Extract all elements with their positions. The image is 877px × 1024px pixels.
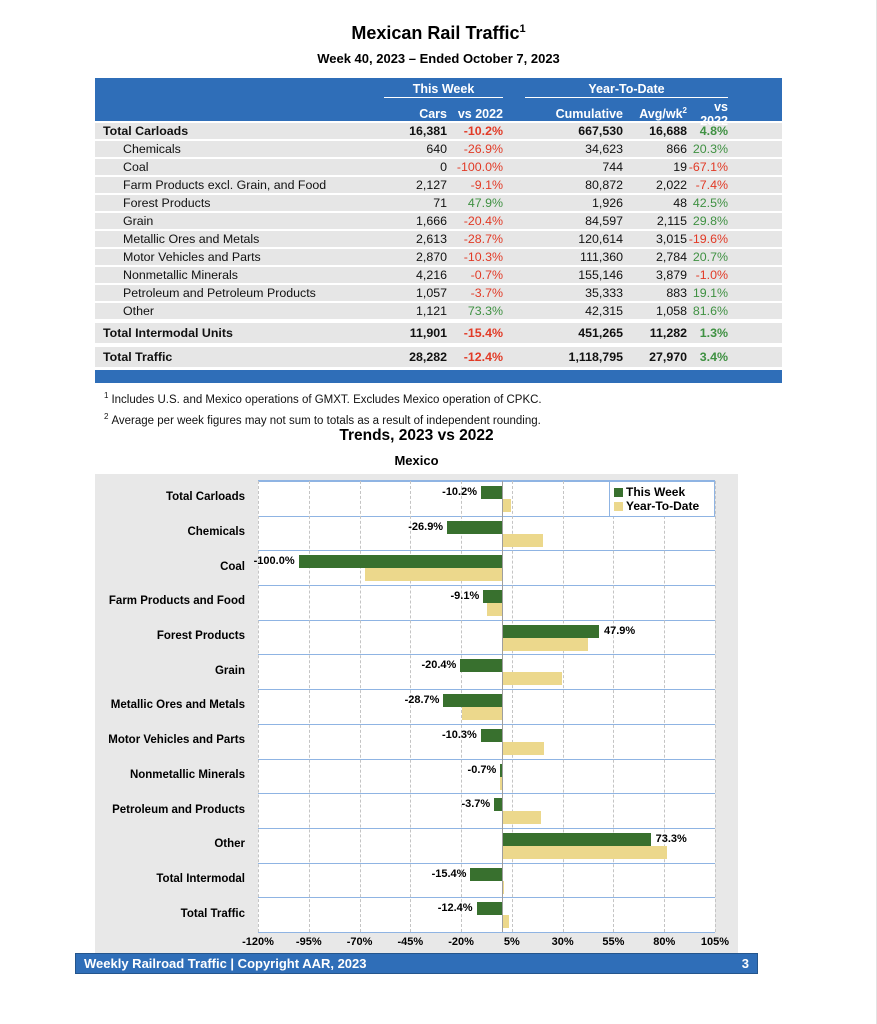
- chart-subtitle: Mexico: [394, 453, 439, 468]
- cumulative-value: 34,623: [585, 142, 623, 156]
- page-title-text: Mexican Rail Traffic: [351, 23, 520, 43]
- ytd-bar: [502, 742, 544, 755]
- ytd-bar: [462, 707, 502, 720]
- gridline: [563, 481, 564, 932]
- legend-item-ytd: [614, 499, 710, 513]
- ytd-vs2022-value: 20.3%: [692, 142, 728, 156]
- row-label: Farm Products excl. Grain, and Food: [123, 178, 327, 192]
- footnote-1: [104, 391, 542, 406]
- this-week-bar: [494, 798, 502, 811]
- footnote-2-text: Average per week figures may not sum to totals as a result of independent rounding.: [111, 414, 541, 427]
- table-row: [95, 285, 782, 301]
- row-label: Forest Products: [123, 196, 211, 210]
- week-vs2022-value: -10.2%: [463, 124, 503, 138]
- cumulative-value: 111,360: [580, 250, 623, 264]
- ytd-bar: [502, 846, 668, 859]
- ytd-vs2022-value: 29.8%: [692, 214, 728, 228]
- table-column-header-row: [95, 100, 782, 128]
- week-vs2022-value: -26.9%: [463, 142, 503, 156]
- this-week-bar: [470, 868, 501, 881]
- cumulative-value: 42,315: [585, 304, 623, 318]
- week-vs2022-value: -28.7%: [463, 232, 503, 246]
- row-label: Motor Vehicles and Parts: [123, 250, 261, 264]
- category-label: Total Carloads: [165, 491, 245, 504]
- avgwk-value: 19: [673, 160, 687, 174]
- avgwk-value: 48: [673, 196, 687, 210]
- cars-value: 11,901: [409, 326, 447, 340]
- table-row: [95, 303, 782, 319]
- footnote-2-superscript: 2: [104, 411, 109, 421]
- ytd-vs2022-value: 42.5%: [692, 196, 728, 210]
- this-week-bar: [481, 486, 502, 499]
- table-row: [95, 323, 782, 343]
- footnote-1-superscript: 1: [104, 391, 109, 400]
- chart-band-total-traffic: [258, 897, 715, 932]
- week-vs2022-value: -20.4%: [463, 214, 503, 228]
- table-bottom-bar: [95, 370, 782, 383]
- chart-band-petroleum-and-products: [258, 793, 715, 828]
- ytd-bar: [502, 811, 541, 824]
- col-header-vs2022-week: vs 2022: [457, 107, 503, 121]
- ytd-vs2022-value: 19.1%: [692, 286, 728, 300]
- ytd-vs2022-value: 1.3%: [699, 326, 728, 340]
- x-axis-tick-label: -95%: [295, 936, 322, 948]
- week-vs2022-value: -10.3%: [463, 250, 503, 264]
- bar-data-label: -0.7%: [467, 763, 497, 776]
- table-row: [95, 159, 782, 175]
- chart-x-axis: [242, 936, 730, 951]
- x-axis-tick-label: 55%: [602, 936, 625, 948]
- chart-band-grain: [258, 654, 715, 689]
- gridline: [360, 481, 361, 932]
- col-header-cars: Cars: [419, 107, 447, 121]
- ytd-vs2022-value: 20.7%: [692, 250, 728, 264]
- chart-band-coal: [253, 550, 715, 585]
- x-axis-tick-label: -45%: [397, 936, 424, 948]
- group-header-this-week: This Week: [384, 78, 503, 98]
- category-label: Grain: [214, 664, 245, 677]
- group-header-pad: [728, 78, 782, 100]
- chart-band-other: [258, 828, 715, 863]
- cumulative-value: 451,265: [578, 326, 623, 340]
- gridline: [664, 481, 665, 932]
- avgwk-value: 866: [666, 142, 687, 156]
- table-row: [95, 195, 782, 211]
- this-week-bar: [502, 833, 651, 846]
- table-row: [95, 141, 782, 157]
- this-week-bar: [443, 694, 501, 707]
- x-axis-tick-label: 105%: [700, 936, 730, 948]
- chart-title: Trends, 2023 vs 2022: [339, 427, 494, 444]
- cars-value: 640: [426, 142, 447, 156]
- x-axis-tick-label: 80%: [653, 936, 676, 948]
- avgwk-value: 27,970: [649, 350, 687, 364]
- bar-data-label: 47.9%: [604, 624, 636, 637]
- ytd-bar: [502, 672, 563, 685]
- gridline: [258, 481, 259, 932]
- row-label: Chemicals: [123, 142, 181, 156]
- this-week-bar: [502, 625, 599, 638]
- ytd-vs2022-value: 81.6%: [692, 304, 728, 318]
- cars-value: 28,282: [409, 350, 447, 364]
- chart-band-metallic-ores-and-metals: [258, 689, 715, 724]
- row-label: Coal: [123, 160, 149, 174]
- page-subtitle: Week 40, 2023 – Ended October 7, 2023: [317, 51, 560, 66]
- category-label: Other: [214, 838, 245, 851]
- cumulative-value: 35,333: [585, 286, 623, 300]
- ytd-vs2022-value: -19.6%: [688, 232, 728, 246]
- cumulative-value: 80,872: [585, 178, 623, 192]
- cumulative-value: 744: [602, 160, 623, 174]
- bar-data-label: -9.1%: [450, 590, 480, 603]
- legend-item-this-week: [614, 485, 710, 499]
- category-label: Total Traffic: [180, 907, 245, 920]
- cars-value: 4,216: [415, 268, 447, 282]
- week-vs2022-value: -3.7%: [470, 286, 503, 300]
- week-vs2022-value: 73.3%: [467, 304, 503, 318]
- cars-value: 16,381: [409, 124, 447, 138]
- bar-data-label: 73.3%: [655, 832, 687, 845]
- table-row: [95, 213, 782, 229]
- ytd-swatch-icon: [614, 502, 623, 511]
- this-week-bar: [477, 902, 502, 915]
- page-title: [0, 23, 877, 44]
- row-label: Metallic Ores and Metals: [123, 232, 260, 246]
- avgwk-value: 3,879: [655, 268, 687, 282]
- week-vs2022-value: -12.4%: [463, 350, 503, 364]
- cumulative-value: 1,118,795: [568, 350, 623, 364]
- cumulative-value: 84,597: [585, 214, 623, 228]
- cars-value: 1,057: [415, 286, 447, 300]
- cars-value: 0: [440, 160, 447, 174]
- ytd-bar: [502, 499, 512, 512]
- avgwk-value: 2,115: [656, 214, 687, 228]
- ytd-bar: [502, 534, 543, 547]
- footer-text: Weekly Railroad Traffic | Copyright AAR, 2023: [84, 956, 367, 971]
- cars-value: 2,870: [415, 250, 447, 264]
- gridline: [512, 481, 513, 932]
- page-title-superscript: 1: [519, 23, 526, 35]
- table-row: [95, 231, 782, 247]
- avgwk-value: 883: [666, 286, 687, 300]
- ytd-bar: [487, 603, 502, 616]
- row-label: Total Intermodal Units: [103, 326, 233, 340]
- row-label: Petroleum and Petroleum Products: [123, 286, 316, 300]
- footnote-2: [104, 412, 542, 427]
- bar-data-label: -28.7%: [404, 694, 440, 707]
- footnote-1-text: Includes U.S. and Mexico operations of GMXT. Excludes Mexico operation of CPKC.: [111, 393, 542, 406]
- ytd-bar: [365, 568, 501, 581]
- row-label: Nonmetallic Minerals: [123, 268, 238, 282]
- traffic-table: [95, 78, 782, 383]
- bar-data-label: -100.0%: [253, 555, 295, 568]
- category-label: Nonmetallic Minerals: [129, 768, 245, 781]
- bar-data-label: -26.9%: [408, 520, 444, 533]
- avgwk-value: 16,688: [649, 124, 687, 138]
- col-header-vs2022-ytd: vs 2022: [700, 100, 728, 128]
- cumulative-value: 667,530: [578, 124, 623, 138]
- this-week-swatch-icon: [614, 488, 623, 497]
- table-row: [95, 249, 782, 265]
- cars-value: 71: [433, 196, 447, 210]
- legend-label-ytd: Year-To-Date: [626, 499, 700, 513]
- group-header-ytd: Year-To-Date: [525, 78, 728, 98]
- col-header-avgwk-text: Avg/wk: [639, 107, 683, 122]
- bar-data-label: -20.4%: [421, 659, 457, 672]
- table-row: [95, 347, 782, 367]
- ytd-vs2022-value: -7.4%: [695, 178, 728, 192]
- category-label: Motor Vehicles and Parts: [108, 734, 245, 747]
- gridline: [715, 481, 716, 932]
- x-axis-tick-label: -70%: [346, 936, 373, 948]
- row-label: Total Carloads: [103, 124, 189, 138]
- chart-band-chemicals: [258, 516, 715, 551]
- col-header-avgwk-superscript: 2: [682, 106, 687, 116]
- week-vs2022-value: -0.7%: [470, 268, 503, 282]
- ytd-vs2022-value: -67.1%: [688, 160, 728, 174]
- bar-data-label: -10.2%: [442, 486, 478, 498]
- avgwk-value: 1,058: [655, 304, 687, 318]
- x-axis-tick-label: -20%: [448, 936, 474, 948]
- gridline: [309, 481, 310, 932]
- category-label: Forest Products: [156, 630, 245, 643]
- x-axis-tick-label: -120%: [242, 936, 274, 948]
- bar-data-label: -12.4%: [437, 902, 473, 915]
- ytd-vs2022-value: 3.4%: [699, 350, 728, 364]
- chart-legend: [609, 481, 715, 517]
- this-week-bar: [460, 659, 501, 672]
- gridline: [613, 481, 614, 932]
- this-week-bar: [299, 555, 502, 568]
- this-week-bar: [481, 729, 502, 742]
- chart-band-motor-vehicles-and-parts: [258, 724, 715, 759]
- cars-value: 2,127: [415, 178, 447, 192]
- group-header-spacer: [95, 78, 340, 100]
- week-vs2022-value: -9.1%: [470, 178, 503, 192]
- table-row: [95, 177, 782, 193]
- chart-plot-area: [253, 480, 715, 933]
- trends-chart: [95, 474, 738, 954]
- category-label: Farm Products and Food: [108, 595, 245, 608]
- x-axis-tick-label: 5%: [503, 936, 520, 948]
- category-label: Chemicals: [187, 526, 245, 539]
- cars-value: 2,613: [415, 232, 447, 246]
- cumulative-value: 1,926: [591, 196, 623, 210]
- x-axis-tick-label: 30%: [551, 936, 574, 948]
- bar-data-label: -15.4%: [431, 867, 467, 880]
- bar-data-label: -3.7%: [461, 798, 491, 811]
- avgwk-value: 11,282: [649, 326, 687, 340]
- ytd-vs2022-value: 4.8%: [699, 124, 728, 138]
- week-vs2022-value: 47.9%: [467, 196, 503, 210]
- footer-page-number: 3: [741, 956, 749, 971]
- row-label: Total Traffic: [103, 350, 173, 364]
- table-body: [95, 123, 782, 367]
- this-week-bar: [447, 521, 502, 534]
- row-label: Other: [123, 304, 154, 318]
- category-label: Metallic Ores and Metals: [110, 699, 245, 712]
- row-label: Grain: [123, 214, 154, 228]
- zero-axis-line: [502, 481, 503, 932]
- footer-bar: [75, 953, 758, 974]
- ytd-vs2022-value: -1.0%: [695, 268, 728, 282]
- avgwk-value: 2,784: [655, 250, 687, 264]
- col-header-cumulative: Cumulative: [555, 107, 623, 121]
- table-group-header-row: [95, 78, 782, 100]
- chart-band-farm-products-and-food: [258, 585, 715, 620]
- avgwk-value: 3,015: [655, 232, 687, 246]
- table-header: [95, 78, 782, 128]
- chart-band-forest-products: [258, 620, 715, 655]
- week-vs2022-value: -15.4%: [463, 326, 503, 340]
- cars-value: 1,666: [415, 214, 447, 228]
- chart-band-total-intermodal: [258, 863, 715, 898]
- table-row: [95, 123, 782, 139]
- col-header-avgwk: [623, 106, 687, 121]
- category-label: Total Intermodal: [156, 872, 245, 885]
- avgwk-value: 2,022: [655, 178, 687, 192]
- ytd-bar: [502, 915, 509, 928]
- legend-label-this-week: This Week: [626, 485, 686, 499]
- ytd-bar: [502, 638, 588, 651]
- bar-data-label: -10.3%: [441, 728, 477, 741]
- this-week-bar: [483, 590, 501, 603]
- chart-band-nonmetallic-minerals: [258, 759, 715, 794]
- week-vs2022-value: -100.0%: [456, 160, 503, 174]
- table-row: [95, 267, 782, 283]
- category-label: Petroleum and Products: [112, 803, 245, 816]
- cars-value: 1,121: [415, 304, 447, 318]
- cumulative-value: 120,614: [578, 232, 623, 246]
- category-label: Coal: [220, 560, 245, 573]
- cumulative-value: 155,146: [578, 268, 623, 282]
